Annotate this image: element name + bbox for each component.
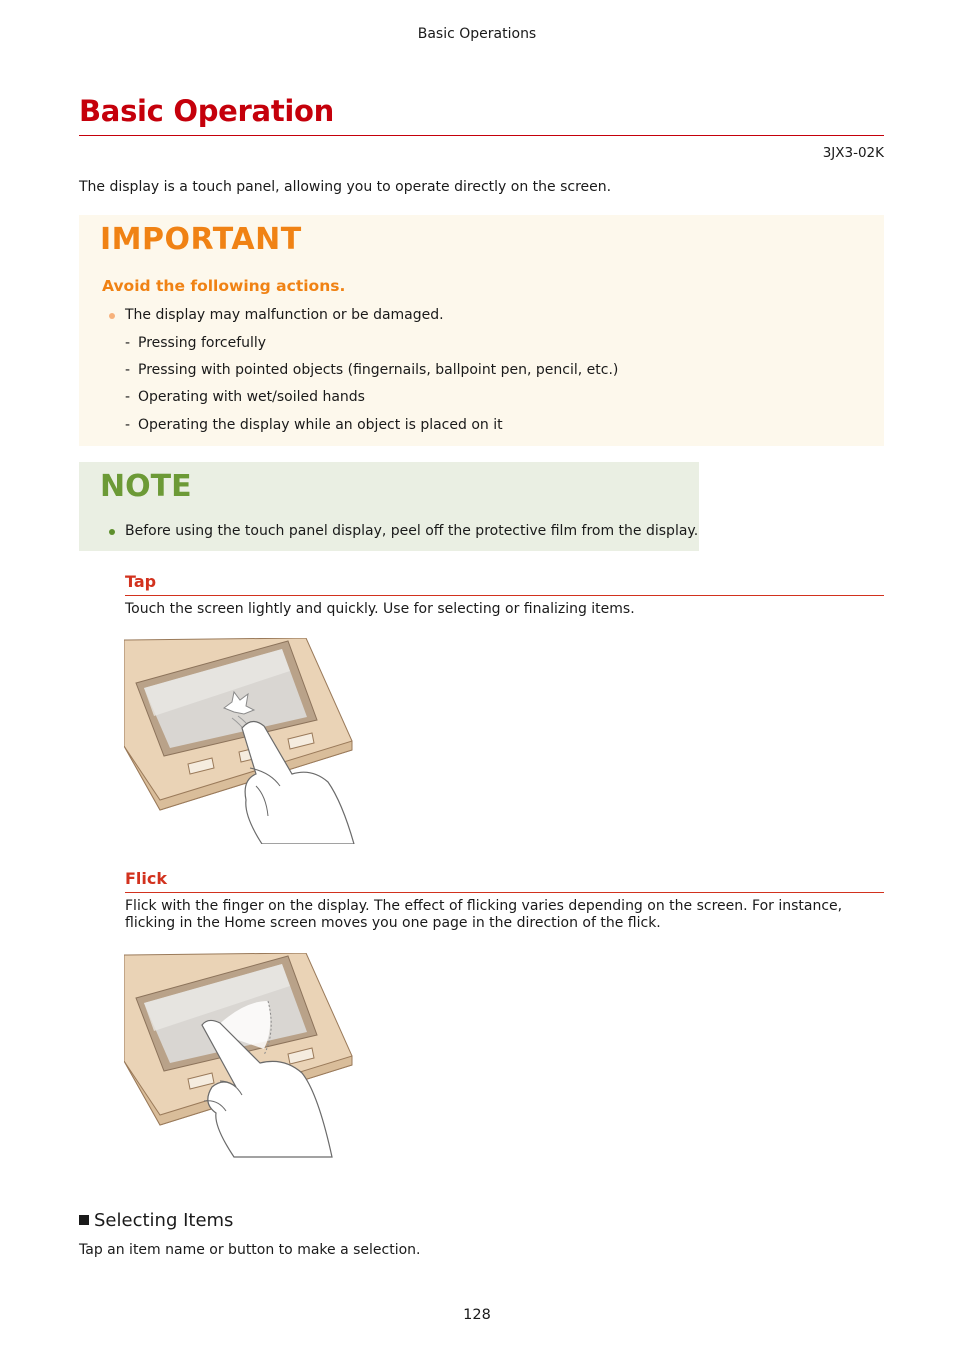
flick-heading: Flick — [125, 869, 168, 888]
page-title: Basic Operation — [79, 94, 334, 128]
flick-text: Flick with the finger on the display. The effect of flicking varies depending on the screen. For instance, flicking in the Home screen moves you one page in the direction of the flick. — [125, 898, 843, 931]
square-bullet-icon — [79, 1215, 89, 1225]
selecting-items-text: Tap an item name or button to make a selection. — [79, 1242, 421, 1258]
bullet-icon — [109, 313, 115, 319]
important-bullet-text: The display may malfunction or be damaged. — [125, 307, 444, 323]
list-item: - Pressing forcefully — [125, 335, 267, 351]
tap-heading: Tap — [125, 572, 157, 591]
tap-text: Touch the screen lightly and quickly. Use for selecting or finalizing items. — [125, 601, 635, 617]
list-item: - Operating the display while an object is placed on it — [125, 417, 503, 433]
page-number: 128 — [463, 1307, 491, 1323]
note-heading: NOTE — [100, 469, 192, 504]
title-rule — [79, 135, 884, 136]
intro-text: The display is a touch panel, allowing you to operate directly on the screen. — [79, 179, 612, 195]
flick-illustration — [124, 953, 364, 1159]
document-code: 3JX3-02K — [822, 145, 884, 161]
important-subheading: Avoid the following actions. — [102, 277, 346, 295]
selecting-items-heading: Selecting Items — [79, 1210, 233, 1231]
tap-rule — [125, 595, 884, 596]
important-heading: IMPORTANT — [100, 222, 302, 257]
list-item: - Pressing with pointed objects (fingernails, ballpoint pen, pencil, etc.) — [125, 362, 619, 378]
running-header: Basic Operations — [417, 26, 537, 42]
note-bullet-text: Before using the touch panel display, peel off the protective film from the display. — [125, 523, 699, 539]
list-item: - Operating with wet/soiled hands — [125, 389, 365, 405]
bullet-icon — [109, 529, 115, 535]
tap-illustration — [124, 638, 364, 844]
flick-rule — [125, 892, 884, 893]
